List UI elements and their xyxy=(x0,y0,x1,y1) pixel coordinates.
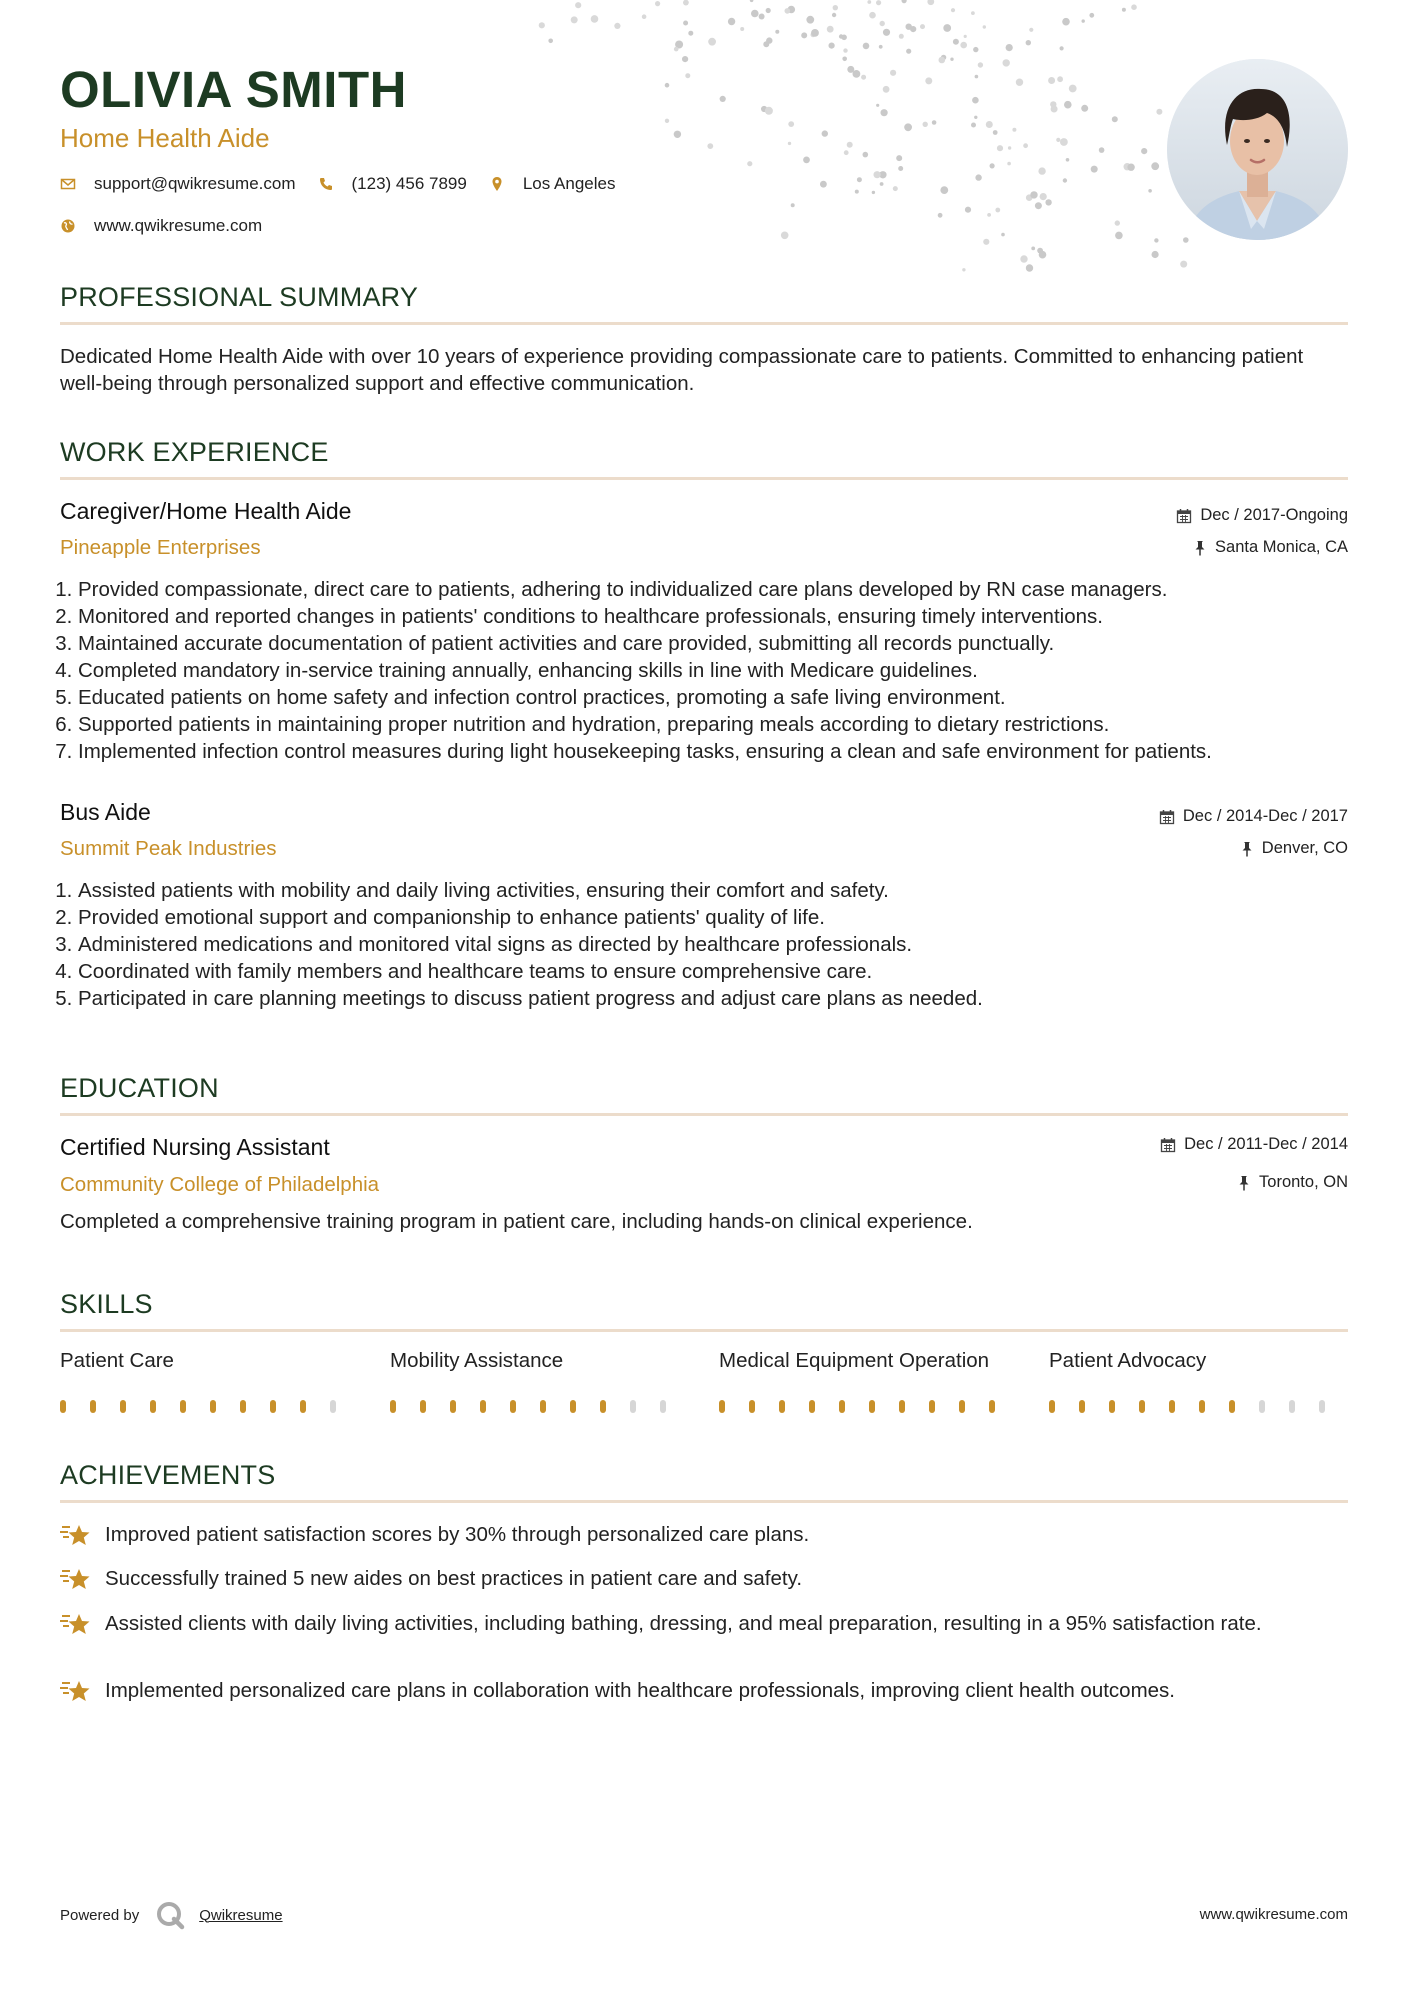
pattern-dot xyxy=(1064,101,1072,109)
pattern-dot xyxy=(822,130,828,136)
skill-dot xyxy=(330,1400,336,1413)
pattern-dot xyxy=(995,208,1000,213)
pattern-dot xyxy=(1003,59,1010,66)
email-link[interactable]: support@qwikresume.com xyxy=(94,174,296,193)
pattern-dot xyxy=(642,14,647,19)
skill-dot xyxy=(90,1400,96,1413)
pattern-dot xyxy=(910,26,916,32)
pattern-dot xyxy=(740,27,744,31)
pattern-dot xyxy=(843,48,847,52)
skill-dot xyxy=(719,1400,725,1413)
pattern-dot xyxy=(1020,255,1027,262)
star-award-icon xyxy=(60,1521,92,1548)
skill-dot xyxy=(1199,1400,1205,1413)
pattern-dot xyxy=(614,23,620,29)
pattern-dot xyxy=(1031,247,1035,251)
pattern-dot xyxy=(1180,261,1187,268)
pattern-dot xyxy=(863,152,869,158)
pattern-dot xyxy=(1066,158,1070,162)
skill-dot xyxy=(240,1400,246,1413)
pattern-dot xyxy=(1057,76,1063,82)
pattern-dot xyxy=(1115,232,1123,240)
pattern-dot xyxy=(872,191,875,194)
footer-powered-by xyxy=(60,1900,283,1930)
skill-dot xyxy=(1079,1400,1085,1413)
powered-by-label: Powered by xyxy=(60,1906,140,1924)
pattern-dot xyxy=(788,121,794,127)
skill-dot xyxy=(869,1400,875,1413)
pushpin-icon xyxy=(1240,841,1254,857)
candidate-title: Home Health Aide xyxy=(60,123,270,153)
pattern-dot xyxy=(974,116,977,119)
pattern-dot xyxy=(806,16,814,24)
pattern-dot xyxy=(1045,199,1051,205)
website-link[interactable]: www.qwikresume.com xyxy=(94,216,263,235)
list-item: 1. Assisted patients with mobility and daily living activities, ensuring their comfort and safety. xyxy=(78,877,1368,904)
pattern-dot xyxy=(964,35,967,38)
pattern-dot xyxy=(890,70,896,76)
skill-dot xyxy=(989,1400,995,1413)
pattern-dot xyxy=(990,163,995,168)
job-company: Summit Peak Industries xyxy=(60,837,277,860)
list-item: 6. Supported patients in maintaining proper nutrition and hydration, preparing meals according to dietary restrictions. xyxy=(78,711,1368,738)
pattern-dot xyxy=(997,145,1003,151)
pattern-dot xyxy=(941,55,946,60)
pattern-dot xyxy=(1016,79,1023,86)
pattern-dot xyxy=(853,70,861,78)
pattern-dot xyxy=(775,30,779,34)
calendar-icon xyxy=(1159,809,1175,825)
pattern-dot xyxy=(841,35,847,41)
pattern-dot xyxy=(940,186,948,194)
achievement-item xyxy=(60,1677,1350,1704)
pattern-dot xyxy=(896,155,902,161)
skill-dot xyxy=(450,1400,456,1413)
pattern-dot xyxy=(920,24,925,29)
job-dates xyxy=(1176,506,1348,525)
skill-dot xyxy=(630,1400,636,1413)
pattern-dot xyxy=(1112,116,1118,122)
pattern-dot xyxy=(575,2,581,8)
pattern-dot xyxy=(1030,191,1037,198)
degree-title: Certified Nursing Assistant xyxy=(60,1134,330,1160)
list-item: 3. Administered medications and monitored vital signs as directed by healthcare professionals. xyxy=(78,931,1368,958)
pattern-dot xyxy=(1006,44,1013,51)
skill-rating xyxy=(390,1400,690,1413)
globe-icon xyxy=(60,218,76,234)
pattern-dot xyxy=(923,122,928,127)
pattern-dot xyxy=(728,18,735,25)
achievement-item xyxy=(60,1565,1350,1592)
skill-name: Medical Equipment Operation xyxy=(719,1349,990,1372)
pattern-dot xyxy=(781,232,789,240)
job-responsibilities xyxy=(60,877,1368,1012)
pattern-dot xyxy=(876,0,881,5)
pattern-dot xyxy=(880,21,885,26)
education-location xyxy=(1237,1173,1348,1192)
pattern-dot xyxy=(539,22,545,28)
pattern-dot xyxy=(682,56,688,62)
calendar-icon xyxy=(1176,508,1192,524)
skill-dot xyxy=(270,1400,276,1413)
pattern-dot xyxy=(1124,163,1131,170)
job-location xyxy=(1240,839,1348,858)
pattern-dot xyxy=(571,16,578,23)
skill-name: Mobility Assistance xyxy=(390,1349,564,1372)
skill-dot xyxy=(1289,1400,1295,1413)
pattern-dot xyxy=(1060,46,1064,50)
pattern-dot xyxy=(1007,162,1011,166)
pushpin-icon xyxy=(1237,1175,1251,1191)
location-text: Los Angeles xyxy=(522,174,616,193)
qwikresume-logo-icon xyxy=(155,1900,185,1930)
pattern-dot xyxy=(1082,19,1085,22)
pattern-dot xyxy=(978,62,983,67)
pattern-dot xyxy=(751,10,759,18)
pattern-dot xyxy=(791,203,795,207)
pattern-dot xyxy=(747,161,752,166)
job-dates-text: Dec / 2014-Dec / 2017 xyxy=(1182,807,1348,825)
qwikresume-link[interactable]: Qwikresume xyxy=(199,1906,283,1924)
skill-dot xyxy=(1049,1400,1055,1413)
pattern-dot xyxy=(1099,147,1105,153)
list-item: 5. Participated in care planning meetings to discuss patient progress and adjust care plans as needed. xyxy=(78,985,1368,1012)
job-title: Caregiver/Home Health Aide xyxy=(60,498,352,524)
pattern-dot xyxy=(785,8,791,14)
skill-dot xyxy=(60,1400,66,1413)
section-heading-skills: SKILLS xyxy=(60,1289,1348,1332)
skill-dot xyxy=(749,1400,755,1413)
pattern-dot xyxy=(943,24,951,32)
pattern-dot xyxy=(766,8,771,13)
phone-number[interactable]: (123) 456 7899 xyxy=(351,174,467,193)
pattern-dot xyxy=(759,14,765,20)
pattern-dot xyxy=(1060,138,1068,146)
pattern-dot xyxy=(827,26,834,33)
contact-row-secondary xyxy=(60,216,284,236)
pattern-dot xyxy=(883,29,890,36)
skill-dot xyxy=(480,1400,486,1413)
pattern-dot xyxy=(811,32,816,37)
pattern-dot xyxy=(927,0,934,5)
list-item: 4. Coordinated with family members and healthcare teams to ensure comprehensive care. xyxy=(78,958,1368,985)
list-item: 5. Educated patients on home safety and infection control practices, promoting a safe living environment. xyxy=(78,684,1368,711)
skill-dot xyxy=(1109,1400,1115,1413)
skill-dot xyxy=(180,1400,186,1413)
footer-website-link[interactable]: www.qwikresume.com xyxy=(1199,1906,1348,1923)
pattern-dot xyxy=(932,120,937,125)
pattern-dot xyxy=(1012,128,1016,132)
pattern-dot xyxy=(655,1,660,6)
skill-dot xyxy=(150,1400,156,1413)
pattern-dot xyxy=(855,190,859,194)
pattern-dot xyxy=(1069,85,1077,93)
job-location-text: Denver, CO xyxy=(1261,839,1348,857)
resume-header xyxy=(60,58,407,153)
star-award-icon xyxy=(60,1610,92,1637)
pattern-dot xyxy=(951,8,955,12)
skill-dot xyxy=(1319,1400,1325,1413)
pattern-dot xyxy=(844,150,849,155)
pattern-dot xyxy=(1148,189,1152,193)
skill-dot xyxy=(899,1400,905,1413)
pattern-dot xyxy=(986,121,993,128)
pattern-dot xyxy=(1089,13,1094,18)
job-dates xyxy=(1159,807,1348,826)
achievement-item xyxy=(60,1610,1350,1637)
skill-dot xyxy=(959,1400,965,1413)
pattern-dot xyxy=(973,47,978,52)
pattern-dot xyxy=(801,32,807,38)
pattern-dot xyxy=(1062,18,1070,26)
pattern-dot xyxy=(675,41,683,49)
pattern-dot xyxy=(975,174,981,180)
skill-dot xyxy=(809,1400,815,1413)
pattern-dot xyxy=(1008,146,1011,149)
pattern-dot xyxy=(708,38,716,46)
pattern-dot xyxy=(1037,248,1043,254)
pattern-dot xyxy=(876,104,879,107)
skill-rating xyxy=(60,1400,360,1413)
pattern-dot xyxy=(685,73,690,78)
pushpin-icon xyxy=(1193,540,1207,556)
pattern-dot xyxy=(893,186,898,191)
list-item: 2. Provided emotional support and companionship to enhance patients' quality of life. xyxy=(78,904,1368,931)
list-item: 3. Maintained accurate documentation of patient activities and care provided, submitting all records punctually. xyxy=(78,630,1368,657)
pattern-dot xyxy=(707,143,713,149)
skill-dot xyxy=(779,1400,785,1413)
pattern-dot xyxy=(939,57,946,64)
job-location-text: Santa Monica, CA xyxy=(1215,538,1348,556)
pattern-dot xyxy=(1151,162,1159,170)
pattern-dot xyxy=(1026,194,1033,201)
pattern-dot xyxy=(788,142,791,145)
pattern-dot xyxy=(857,177,862,182)
pattern-dot xyxy=(925,77,932,84)
section-heading-summary: PROFESSIONAL SUMMARY xyxy=(60,282,1348,325)
pattern-dot xyxy=(1040,193,1047,200)
pattern-dot xyxy=(1091,166,1098,173)
pattern-dot xyxy=(1029,28,1033,32)
pattern-dot xyxy=(972,97,979,104)
pattern-dot xyxy=(880,182,884,186)
job-dates-text: Dec / 2017-Ongoing xyxy=(1200,506,1348,524)
pattern-dot xyxy=(1051,106,1058,113)
calendar-icon xyxy=(1160,1137,1176,1153)
pattern-dot xyxy=(763,41,769,47)
pattern-dot xyxy=(1035,202,1042,209)
section-heading-experience: WORK EXPERIENCE xyxy=(60,437,1348,480)
pattern-dot xyxy=(983,25,986,28)
pattern-dot xyxy=(987,213,991,217)
pattern-dot xyxy=(811,29,819,37)
skill-name: Patient Advocacy xyxy=(1049,1349,1207,1372)
skill-dot xyxy=(1139,1400,1145,1413)
pattern-dot xyxy=(1001,233,1005,237)
star-award-icon xyxy=(60,1677,92,1704)
profile-photo xyxy=(1167,59,1348,240)
skill-dot xyxy=(1169,1400,1175,1413)
candidate-name: OLIVIA SMITH xyxy=(60,61,407,118)
list-item: 7. Implemented infection control measures during light housekeeping tasks, ensuring a clean and safe environment for patients. xyxy=(78,738,1368,765)
skill-dot xyxy=(1259,1400,1265,1413)
pattern-dot xyxy=(847,66,854,73)
education-dates xyxy=(1160,1135,1348,1154)
pattern-dot xyxy=(683,0,689,6)
pattern-dot xyxy=(847,142,853,148)
pattern-dot xyxy=(993,130,998,135)
skill-dot xyxy=(420,1400,426,1413)
skill-dot xyxy=(300,1400,306,1413)
pattern-dot xyxy=(1183,237,1189,243)
skill-dot xyxy=(210,1400,216,1413)
pattern-dot xyxy=(879,45,883,49)
pattern-dot xyxy=(867,0,871,4)
profile-portrait-illustration xyxy=(1167,59,1348,240)
pattern-dot xyxy=(1039,251,1047,259)
job-responsibilities xyxy=(60,576,1368,765)
pattern-dot xyxy=(861,75,866,80)
pattern-dot xyxy=(820,181,827,188)
pattern-dot xyxy=(881,109,888,116)
pattern-dot xyxy=(761,106,767,112)
pattern-dot xyxy=(688,31,693,36)
skill-dot xyxy=(600,1400,606,1413)
achievement-text: Successfully trained 5 new aides on best practices in patient care and safety. xyxy=(105,1567,803,1590)
pattern-dot xyxy=(839,34,843,38)
pattern-dot xyxy=(765,107,773,115)
pattern-dot xyxy=(1131,4,1137,10)
pattern-dot xyxy=(832,13,836,17)
job-title: Bus Aide xyxy=(60,799,151,825)
skill-dot xyxy=(839,1400,845,1413)
pattern-dot xyxy=(906,49,911,54)
pattern-dot xyxy=(674,47,679,52)
achievement-text: Implemented personalized care plans in collaboration with healthcare professionals, improving client health outcomes. xyxy=(105,1679,1176,1702)
pattern-dot xyxy=(1156,109,1162,115)
skill-dot xyxy=(390,1400,396,1413)
pattern-dot xyxy=(1154,238,1158,242)
education-dates-text: Dec / 2011-Dec / 2014 xyxy=(1184,1135,1348,1153)
pattern-dot xyxy=(665,83,670,88)
pattern-dot xyxy=(863,43,870,50)
pattern-dot xyxy=(904,123,912,131)
pattern-dot xyxy=(803,157,810,164)
skill-dot xyxy=(540,1400,546,1413)
pattern-dot xyxy=(962,268,965,271)
section-heading-achievements: ACHIEVEMENTS xyxy=(60,1460,1348,1503)
pattern-dot xyxy=(953,39,959,45)
pattern-dot xyxy=(965,207,971,213)
education-location-text: Toronto, ON xyxy=(1259,1173,1348,1191)
skill-dot xyxy=(660,1400,666,1413)
pattern-dot xyxy=(1050,101,1056,107)
pattern-dot xyxy=(898,166,903,171)
section-heading-education: EDUCATION xyxy=(60,1073,1348,1116)
pattern-dot xyxy=(720,96,726,102)
pattern-dot xyxy=(883,86,890,93)
skill-dot xyxy=(510,1400,516,1413)
pattern-dot xyxy=(1063,178,1067,182)
pattern-dot xyxy=(906,24,912,30)
pattern-dot xyxy=(1023,143,1028,148)
pattern-dot xyxy=(1026,264,1033,271)
list-item: 4. Completed mandatory in-service training annually, enhancing skills in line with Medicare guidelines. xyxy=(78,657,1368,684)
pattern-dot xyxy=(591,15,599,23)
achievement-item xyxy=(60,1521,1350,1548)
pattern-dot xyxy=(833,5,838,10)
job-company: Pineapple Enterprises xyxy=(60,536,261,559)
pattern-dot xyxy=(548,39,553,44)
pattern-dot xyxy=(1056,138,1060,142)
summary-text: Dedicated Home Health Aide with over 10 years of experience providing compassionate care to patients. Committed to enhancing patient well-being through personalized support and effective communication. xyxy=(60,345,1304,395)
pattern-dot xyxy=(975,75,979,79)
pattern-dot xyxy=(960,42,967,49)
pattern-dot xyxy=(788,6,796,14)
contact-row-primary xyxy=(60,174,637,194)
pattern-dot xyxy=(1152,251,1159,258)
envelope-icon xyxy=(60,176,76,192)
skill-rating xyxy=(719,1400,1019,1413)
pattern-dot xyxy=(971,11,975,15)
pattern-dot xyxy=(1122,8,1126,12)
pattern-dot xyxy=(829,43,835,49)
phone-icon xyxy=(318,176,334,192)
pattern-dot xyxy=(665,119,669,123)
pattern-dot xyxy=(983,239,989,245)
skill-dot xyxy=(570,1400,576,1413)
skill-rating xyxy=(1049,1400,1349,1413)
pattern-dot xyxy=(879,171,886,178)
achievement-text: Improved patient satisfaction scores by 30% through personalized care plans. xyxy=(105,1523,810,1546)
skill-dot xyxy=(929,1400,935,1413)
skill-name: Patient Care xyxy=(60,1349,174,1372)
pattern-dot xyxy=(1115,220,1120,225)
pattern-dot xyxy=(1081,105,1088,112)
pattern-dot xyxy=(1038,167,1045,174)
skill-dot xyxy=(120,1400,126,1413)
education-description: Completed a comprehensive training program in patient care, including hands-on clinical experience. xyxy=(60,1210,973,1233)
star-award-icon xyxy=(60,1565,92,1592)
pattern-dot xyxy=(766,37,772,43)
pattern-dot xyxy=(1141,148,1147,154)
pattern-dot xyxy=(1127,164,1134,171)
pattern-dot xyxy=(971,123,976,128)
pattern-dot xyxy=(674,131,681,138)
pattern-dot xyxy=(1048,77,1055,84)
pattern-dot xyxy=(902,0,907,3)
pattern-dot xyxy=(899,34,904,39)
list-item: 2. Monitored and reported changes in patients' conditions to healthcare professionals, ensuring timely interventions. xyxy=(78,603,1368,630)
skill-dot xyxy=(1229,1400,1235,1413)
pattern-dot xyxy=(683,21,688,26)
list-item: 1. Provided compassionate, direct care to patients, adhering to individualized care plans developed by RN case managers. xyxy=(78,576,1368,603)
pattern-dot xyxy=(950,58,953,61)
map-pin-icon xyxy=(489,176,505,192)
pattern-dot xyxy=(869,12,876,19)
pattern-dot xyxy=(874,171,881,178)
achievement-text: Assisted clients with daily living activities, including bathing, dressing, and meal preparation, resulting in a 95% satisfaction rate. xyxy=(105,1612,1262,1635)
pattern-dot xyxy=(750,0,754,2)
pattern-dot xyxy=(938,213,943,218)
pattern-dot xyxy=(1026,40,1031,45)
pattern-dot xyxy=(842,57,847,62)
school-name: Community College of Philadelphia xyxy=(60,1173,380,1196)
job-location xyxy=(1193,538,1348,557)
